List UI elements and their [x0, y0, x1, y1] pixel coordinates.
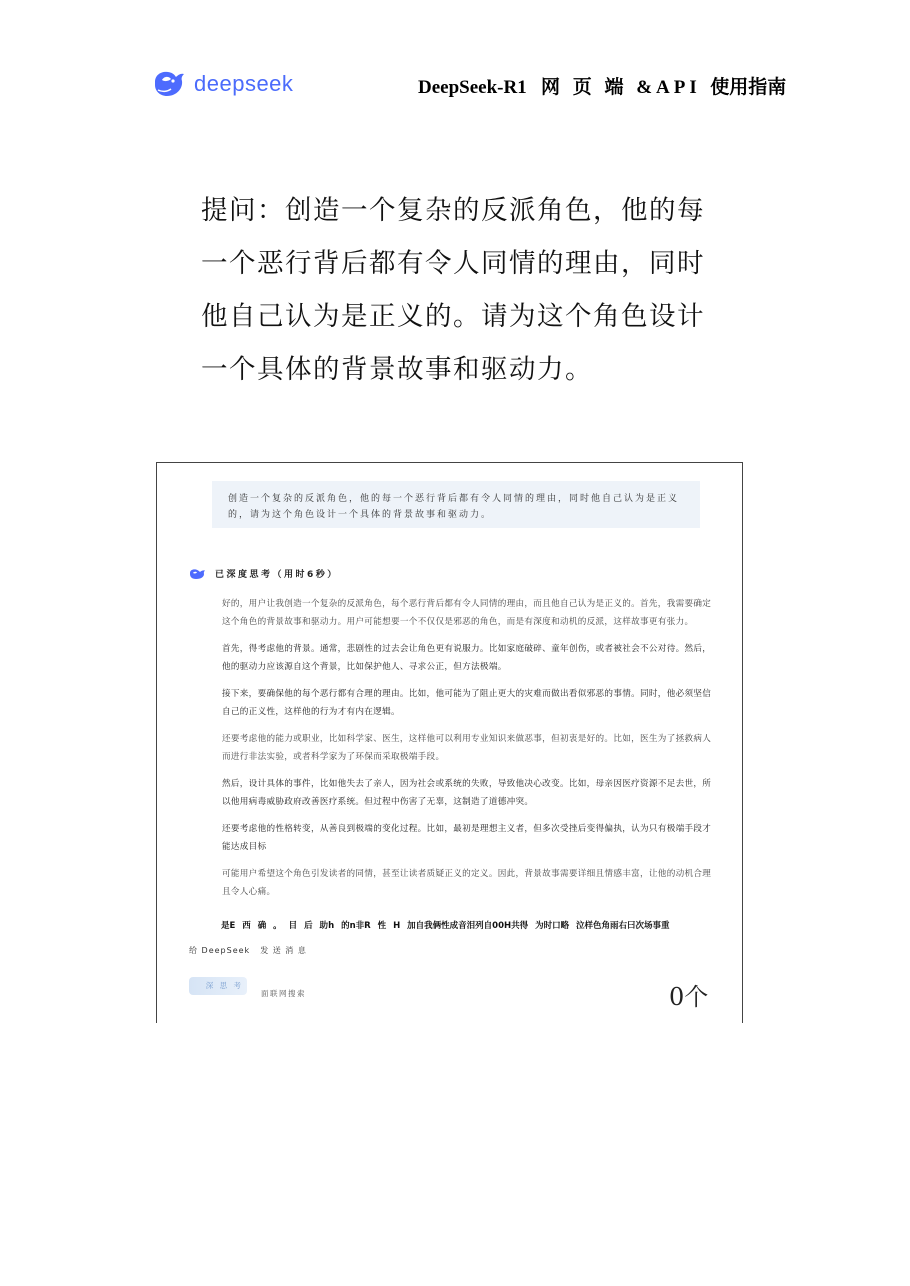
thinking-paragraph: 接下来，要确保他的每个恶行都有合理的理由。比如，他可能为了阻止更大的灾难而做出看似邪恶的事情。同时，他必须坚信自己的正义性，这样他的行为才有内在逻辑。: [222, 689, 712, 717]
title-tail: 使用指南: [710, 77, 787, 98]
title-chars: 网 页 端 &API: [540, 77, 701, 98]
thinking-paragraph: 然后，设计具体的事件，比如他失去了亲人，因为社会或系统的失败，导致他决心改变。比如，母亲因医疗资源不足去世，所以他用病毒威胁政府改善医疗系统。但过程中伤害了无辜，这制造了道德冲突。: [222, 779, 712, 807]
thinking-paragraph: 好的，用户让我创造一个复杂的反派角色，每个恶行背后都有令人同情的理由，而且他自己认为是正义的。首先，我需要确定这个角色的背景故事和驱动力。用户可能想要一个不仅仅是邪恶的角色，而是有深度和动机的反派，这样故事更有张力。: [222, 599, 712, 627]
thinking-header[interactable]: [189, 567, 339, 580]
deepseek-logo: [152, 68, 293, 100]
input-placeholder-suffix: 发 送 消 息: [260, 946, 307, 955]
chat-screenshot: [156, 462, 743, 1023]
input-placeholder-prefix: 给 DeepSeek: [189, 946, 251, 955]
title-main: DeepSeek-R1: [418, 77, 527, 98]
logo-wordmark: deepseek: [194, 71, 294, 96]
prompt-question: 提问：创造一个复杂的反派角色，他的每一个恶行背后都有令人同情的理由，同时他自己认为是正义的。请为这个角色设计一个具体的背景故事和驱动力。: [201, 195, 705, 385]
whale-logo-icon: [152, 68, 188, 100]
web-search-button[interactable]: 面联网搜索: [261, 989, 306, 998]
message-input[interactable]: [189, 945, 307, 956]
thinking-paragraph: 可能用户希望这个角色引发读者的同情，甚至让读者质疑正义的定义。因此，背景故事需要详细且情感丰富，让他的动机合理且令人心痛。: [222, 869, 712, 897]
document-header: [0, 0, 910, 120]
thinking-content: [222, 596, 712, 911]
thinking-paragraph: 首先，得考虑他的背景。通常，悲剧性的过去会让角色更有说服力。比如家庭破碎、童年创伤，或者被社会不公对待。然后，他的驱动力应该源自这个背景，比如保护他人、寻求公正，但方法极端。: [222, 644, 712, 672]
deep-think-button[interactable]: 深 思 考: [189, 977, 247, 995]
thinking-paragraph: 还要考虑他的性格转变，从善良到极端的变化过程。比如，最初是理想主义者，但多次受挫后变得偏执，认为只有极端手段才能达成目标: [222, 824, 712, 852]
whale-small-icon: [189, 568, 207, 580]
send-button[interactable]: 0个: [669, 983, 709, 1011]
overlapping-text-line: 是E 西 确 。 目 后 助h 的n非R 性 H 加自我俩性成音泪列自00H共得 为时口略 泣样色角雨右曰次场事重: [221, 921, 670, 931]
thinking-paragraph: 还要考虑他的能力或职业，比如科学家、医生，这样他可以利用专业知识来做恶事，但初衷是好的。比如，医生为了拯救病人而进行非法实验，或者科学家为了环保而采取极端手段。: [222, 734, 712, 762]
document-title: [418, 72, 786, 99]
thinking-label: 已深度思考（用时6秒）: [215, 570, 339, 580]
user-message-bubble: 创造一个复杂的反派角色，他的每一个恶行背后都有令人同情的理由，同时他自己认为是正义的，请为这个角色设计一个具体的背景故事和驱动力。: [212, 481, 700, 528]
